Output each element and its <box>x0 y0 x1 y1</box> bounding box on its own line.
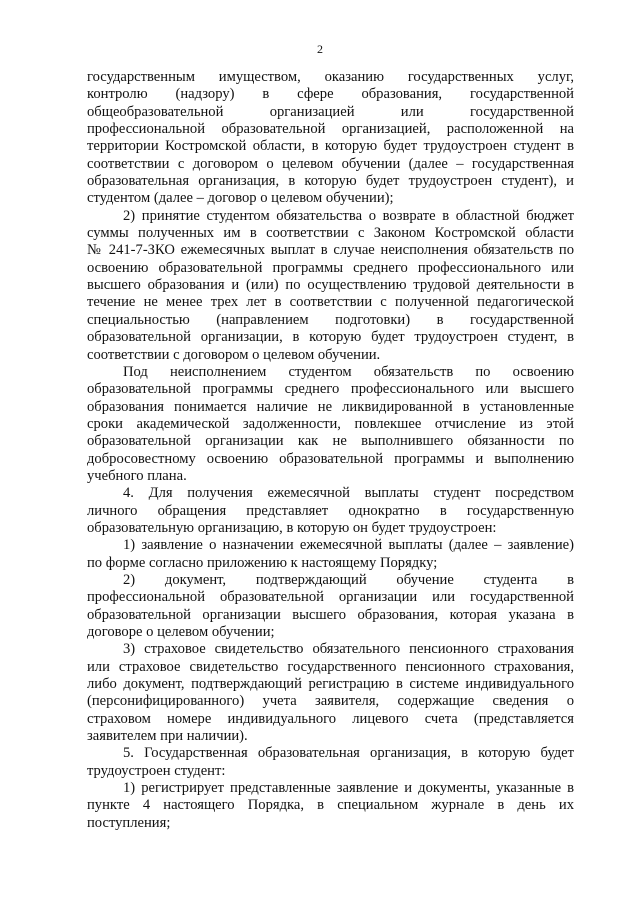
text-line: либо документ, подтверждающий регистрацию в системе индивидуального <box>87 676 574 693</box>
text-line: общеобразовательной организацией или государственной <box>87 103 574 120</box>
text-line: суммы полученных им в соответствии с Законом Костромской области <box>87 225 574 242</box>
text-line: сроки академической задолженности, повлекшее отчисление из этой <box>87 415 574 432</box>
text-line: профессиональной образовательной организацией, расположенной на <box>87 121 574 138</box>
text-line: № 241-7-ЗКО ежемесячных выплат в случае неисполнения обязательств по <box>87 242 574 259</box>
text-line: договоре о целевом обучении; <box>87 624 275 640</box>
text-line: студентом (далее – договор о целевом обучении); <box>87 190 394 207</box>
text-line: добросовестному освоению образовательной программы и выполнению <box>87 450 574 467</box>
text-line: образовательной организации как не выполнившего обязанности по <box>87 433 574 450</box>
text-line: трудоустроен студент: <box>87 762 226 779</box>
text-line: высшего образования и (или) по осуществлению трудовой деятельности в <box>87 277 574 294</box>
text-line: страховом номере индивидуального лицевого счета (представляется <box>87 710 574 727</box>
text-line: специальностью (направлением подготовки) в государственной <box>87 311 574 328</box>
text-line: образовательную организацию, в которую он будет трудоустроен: <box>87 519 497 536</box>
text-line: поступления; <box>87 814 171 831</box>
text-line: Под неисполнением студентом обязательств по освоению <box>123 363 574 380</box>
text-line: 5. Государственная образовательная организация, в которую будет <box>123 745 574 762</box>
text-line: (персонифицированного) учета заявителя, содержащие сведения о <box>87 693 574 710</box>
text-line: пункте 4 настоящего Порядка, в специальном журнале в день их <box>87 797 574 814</box>
text-line: 2) принятие студентом обязательства о возврате в областной бюджет <box>123 207 574 224</box>
text-line: личного обращения представляет однократно в государственную <box>87 502 574 519</box>
page-number: 2 <box>317 42 323 56</box>
text-line: контролю (надзору) в сфере образования, государственной <box>87 86 574 103</box>
text-line: образовательной организации, в которую будет трудоустроен студент, в <box>87 329 574 346</box>
text-line: 4. Для получения ежемесячной выплаты студент посредством <box>123 485 574 502</box>
text-line: государственным имуществом, оказанию государственных услуг, <box>87 69 574 85</box>
text-line: образовательной организации высшего образования, которая указана в <box>87 606 574 623</box>
text-line: образования понимается наличие не ликвидированной в установленные <box>87 398 574 415</box>
body-text <box>87 69 574 832</box>
text-line: соответствии с договором о целевом обучении. <box>87 346 381 363</box>
text-line: 3) страховое свидетельство обязательного пенсионного страхования <box>123 641 574 658</box>
text-line: профессиональной образовательной организации или государственной <box>87 589 574 606</box>
text-line: 2) документ, подтверждающий обучение студента в <box>123 571 574 588</box>
text-line: по форме согласно приложению к настоящему Порядку; <box>87 554 438 571</box>
text-line: заявителем при наличии). <box>87 728 248 745</box>
text-line: образовательной программы среднего профессионального или высшего <box>87 381 574 398</box>
text-line: или страховое свидетельство государственного пенсионного страхования, <box>87 658 574 675</box>
text-line: 1) заявление о назначении ежемесячной выплаты (далее – заявление) <box>123 537 574 554</box>
text-line: освоению образовательной программы среднего профессионального или <box>87 259 574 276</box>
text-line: территории Костромской области, в которую будет трудоустроен студент в <box>87 138 574 155</box>
text-line: образовательная организация, в которую будет трудоустроен студент), и <box>87 173 574 190</box>
text-line: 1) регистрирует представленные заявление и документы, указанные в <box>123 780 574 797</box>
text-line: учебного плана. <box>87 467 187 484</box>
text-line: соответствии с договором о целевом обучении (далее – государственная <box>87 155 574 172</box>
text-line: течение не менее трех лет в соответствии с полученной педагогической <box>87 294 574 311</box>
